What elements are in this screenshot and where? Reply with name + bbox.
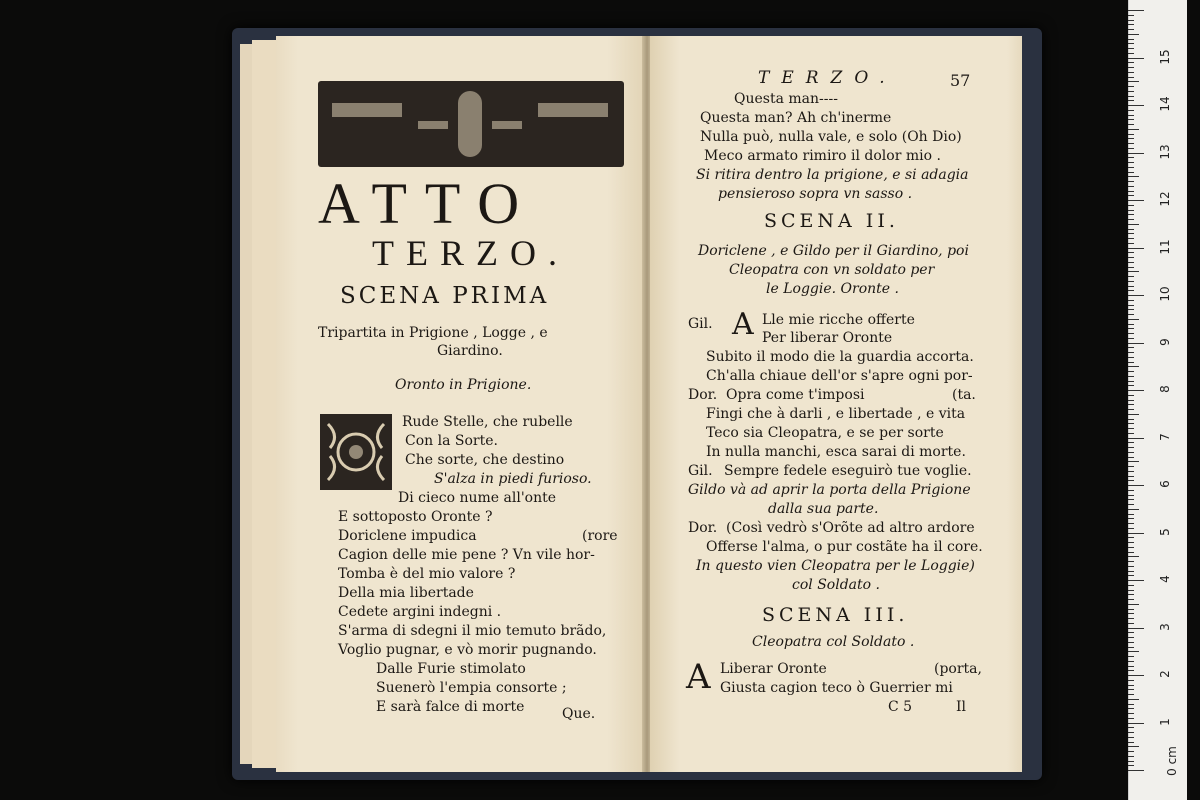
ruler-tick bbox=[1128, 428, 1134, 429]
stage-direction: pensieroso sopra vn sasso . bbox=[718, 186, 913, 202]
ruler-tick bbox=[1128, 599, 1134, 600]
verse-line: Liberar Oronte bbox=[720, 661, 827, 677]
ruler-tick bbox=[1128, 77, 1134, 78]
ruler-tick bbox=[1128, 100, 1134, 101]
ruler-tick bbox=[1128, 376, 1134, 377]
ruler-tick bbox=[1128, 267, 1134, 268]
verse-line: Doriclene impudica bbox=[338, 528, 477, 544]
running-head: TERZO. bbox=[758, 68, 897, 88]
ruler-label: 11 bbox=[1158, 238, 1172, 255]
ruler-tick bbox=[1128, 457, 1134, 458]
ruler-tick bbox=[1128, 67, 1134, 68]
ruler-tick bbox=[1128, 366, 1139, 367]
ruler-tick bbox=[1128, 176, 1139, 177]
ruler-tick bbox=[1128, 680, 1134, 681]
ruler-tick bbox=[1128, 34, 1139, 35]
ruler-tick bbox=[1128, 357, 1134, 358]
ruler-tick bbox=[1128, 552, 1134, 553]
catchword: Que. bbox=[562, 706, 596, 722]
stage-direction: S'alza in piedi furioso. bbox=[434, 471, 592, 487]
ruler-tick bbox=[1128, 623, 1134, 624]
stage-direction: Doriclene , e Gildo per il Giardino, poi bbox=[698, 243, 969, 259]
ruler-label: 3 bbox=[1158, 622, 1172, 631]
verse-line: Nulla può, nulla vale, e solo (Oh Dio) bbox=[700, 129, 962, 145]
ruler-tick bbox=[1128, 628, 1144, 629]
stage-direction: Si ritira dentro la prigione, e si adagia bbox=[696, 167, 969, 183]
ruler-tick bbox=[1128, 590, 1134, 591]
verse-line: Questa man? Ah ch'inerme bbox=[700, 110, 892, 126]
ruler-tick bbox=[1128, 537, 1134, 538]
stage-direction: In questo vien Cleopatra per le Loggie) bbox=[696, 558, 975, 574]
ruler-tick bbox=[1128, 319, 1139, 320]
ruler-label: 13 bbox=[1158, 143, 1172, 160]
ruler-tick bbox=[1128, 210, 1134, 211]
ruler-tick bbox=[1128, 423, 1134, 424]
ruler-tick bbox=[1128, 305, 1134, 306]
act-heading: ATTO bbox=[318, 171, 538, 236]
ruler-tick bbox=[1128, 385, 1134, 386]
ruler-tick bbox=[1128, 438, 1144, 439]
ruler-tick bbox=[1128, 575, 1134, 576]
ruler-tick bbox=[1128, 10, 1144, 11]
ruler-tick bbox=[1128, 362, 1134, 363]
ruler-tick bbox=[1128, 15, 1134, 16]
ruler-tick bbox=[1128, 404, 1134, 405]
ruler-tick bbox=[1128, 172, 1134, 173]
signature-mark: C 5 bbox=[888, 699, 913, 715]
ruler-tick bbox=[1128, 727, 1134, 728]
verse-line: E sarà falce di morte bbox=[376, 699, 525, 715]
ruler-tick bbox=[1128, 300, 1134, 301]
ruler-tick bbox=[1128, 167, 1134, 168]
stage-direction: col Soldato . bbox=[792, 577, 880, 593]
ruler-tick bbox=[1128, 495, 1134, 496]
ruler-tick bbox=[1128, 224, 1139, 225]
verse-line: S'arma di sdegni il mio temuto brãdo, bbox=[338, 623, 607, 639]
ruler-tick bbox=[1128, 381, 1134, 382]
ruler-tick bbox=[1128, 533, 1144, 534]
ruler-label: 2 bbox=[1158, 670, 1172, 678]
ruler-tick bbox=[1128, 191, 1134, 192]
ruler-tick bbox=[1128, 115, 1134, 116]
stage-direction: dalla sua parte. bbox=[768, 501, 879, 517]
ruler-tick bbox=[1128, 547, 1134, 548]
ruler-tick bbox=[1128, 290, 1134, 291]
ruler-tick bbox=[1128, 613, 1134, 614]
stage-direction: Cleopatra col Soldato . bbox=[752, 634, 915, 650]
ruler-tick bbox=[1128, 286, 1134, 287]
verse-line: Questa man---- bbox=[734, 91, 838, 107]
ruler-tick bbox=[1128, 352, 1134, 353]
ruler-tick bbox=[1128, 732, 1134, 733]
ruler-tick bbox=[1128, 523, 1134, 524]
ruler-tick bbox=[1128, 162, 1134, 163]
scene-title: SCENA PRIMA bbox=[340, 283, 550, 309]
ruler-tick bbox=[1128, 647, 1134, 648]
ruler-tick bbox=[1128, 704, 1134, 705]
ruler-tick bbox=[1128, 504, 1134, 505]
ruler-tick bbox=[1128, 561, 1134, 562]
verse-line: Voglio pugnar, e vò morir pugnando. bbox=[338, 642, 597, 658]
verse-line: Offerse l'alma, o pur costãte ha il core. bbox=[706, 539, 983, 555]
ruler-tick bbox=[1128, 271, 1139, 272]
ruler-tick bbox=[1128, 148, 1134, 149]
verse-line: Rude Stelle, che rubelle bbox=[402, 414, 573, 430]
verse-line: Subito il modo die la guardia accorta. bbox=[706, 349, 974, 365]
ruler-label: 7 bbox=[1158, 432, 1172, 441]
ruler-tick bbox=[1128, 518, 1134, 519]
ruler-tick bbox=[1128, 414, 1139, 415]
verse-line: Con la Sorte. bbox=[405, 433, 498, 449]
verse-line: Ch'alla chiaue dell'or s'apre ogni por- bbox=[706, 368, 973, 384]
ruler-tick bbox=[1128, 490, 1134, 491]
verse-line: Dalle Furie stimolato bbox=[376, 661, 526, 677]
verse-line: Giusta cagion teco ò Guerrier mi bbox=[720, 680, 953, 696]
ruler-tick bbox=[1128, 309, 1134, 310]
ruler-label: 5 bbox=[1158, 527, 1172, 536]
setting-line: Giardino. bbox=[437, 343, 503, 359]
ruler-tick bbox=[1128, 248, 1144, 249]
decorated-initial bbox=[320, 414, 392, 490]
verse-line: Sempre fedele eseguirò tue voglie. bbox=[724, 463, 972, 479]
verse-tail: (porta, bbox=[934, 661, 982, 677]
ruler-tick bbox=[1128, 637, 1134, 638]
ruler-tick bbox=[1128, 257, 1134, 258]
ruler-tick bbox=[1128, 765, 1134, 766]
ruler-tick bbox=[1128, 48, 1134, 49]
ruler-tick bbox=[1128, 200, 1144, 201]
ruler-tick bbox=[1128, 371, 1134, 372]
speaker-label: Gil. bbox=[688, 463, 713, 479]
ruler-tick bbox=[1128, 143, 1134, 144]
ruler-tick bbox=[1128, 119, 1134, 120]
ruler-tick bbox=[1128, 571, 1134, 572]
drop-initial: A bbox=[686, 657, 711, 697]
ruler-tick bbox=[1128, 181, 1134, 182]
ruler-tick bbox=[1128, 746, 1139, 747]
ruler-tick bbox=[1128, 675, 1144, 676]
drop-initial: A bbox=[732, 307, 754, 342]
stage-direction: Gildo và ad aprir la porta della Prigione bbox=[688, 482, 971, 498]
verse-line: E sottoposto Oronte ? bbox=[338, 509, 493, 525]
ruler-tick bbox=[1128, 96, 1134, 97]
ruler-tick bbox=[1128, 756, 1134, 757]
ruler-tick bbox=[1128, 466, 1134, 467]
ruler-tick bbox=[1128, 295, 1144, 296]
page-number: 57 bbox=[950, 71, 971, 90]
ruler-tick bbox=[1128, 347, 1134, 348]
stage-direction: le Loggie. Oronte . bbox=[766, 281, 899, 297]
ruler-tick bbox=[1128, 390, 1144, 391]
speaker-label: Dor. bbox=[688, 520, 718, 536]
ruler-tick bbox=[1128, 328, 1134, 329]
ruler-tick bbox=[1128, 585, 1134, 586]
ruler-label: 8 bbox=[1158, 385, 1172, 393]
stage-direction: Oronto in Prigione. bbox=[395, 377, 532, 393]
verse-line: Per liberar Oronte bbox=[762, 330, 893, 346]
catchword: Il bbox=[956, 699, 967, 715]
ruler-tick bbox=[1128, 205, 1134, 206]
ruler-tick bbox=[1128, 134, 1134, 135]
page-stack-edge bbox=[252, 40, 279, 768]
setting-line: Tripartita in Prigione , Logge , e bbox=[318, 325, 548, 341]
ruler-label: 6 bbox=[1158, 480, 1172, 488]
ruler-tick bbox=[1128, 651, 1139, 652]
ruler-tick bbox=[1128, 580, 1144, 581]
ruler-tick bbox=[1128, 243, 1134, 244]
ruler-tick bbox=[1128, 661, 1134, 662]
ruler-tick bbox=[1128, 751, 1134, 752]
ruler-tick bbox=[1128, 20, 1134, 21]
ruler-tick bbox=[1128, 157, 1134, 158]
verse-line: Teco sia Cleopatra, e se per sorte bbox=[706, 425, 944, 441]
ruler-tick bbox=[1128, 566, 1134, 567]
ruler-label: 12 bbox=[1158, 191, 1172, 207]
ruler-label: 0 cm bbox=[1165, 746, 1179, 776]
ruler-tick bbox=[1128, 105, 1144, 106]
ruler-tick bbox=[1128, 91, 1134, 92]
ruler-tick bbox=[1128, 471, 1134, 472]
verse-line: Della mia libertade bbox=[338, 585, 474, 601]
ruler-tick bbox=[1128, 219, 1134, 220]
ruler-tick bbox=[1128, 699, 1139, 700]
ruler-tick bbox=[1128, 129, 1139, 130]
ruler-tick bbox=[1128, 110, 1134, 111]
verse-tail: (ta. bbox=[952, 387, 976, 403]
ruler-tick bbox=[1128, 666, 1134, 667]
ruler-label: 14 bbox=[1158, 96, 1172, 112]
verse-line: (Così vedrò s'Orõte ad altro ardore bbox=[726, 520, 975, 536]
ruler-tick bbox=[1128, 642, 1134, 643]
ruler-tick bbox=[1128, 400, 1134, 401]
ruler-tick bbox=[1128, 604, 1139, 605]
ruler-label: 9 bbox=[1158, 337, 1172, 346]
ruler-tick bbox=[1128, 24, 1134, 25]
ruler-tick bbox=[1128, 499, 1134, 500]
verse-line: Cagion delle mie pene ? Vn vile hor- bbox=[338, 547, 595, 563]
ruler-tick bbox=[1128, 39, 1134, 40]
ruler-tick bbox=[1128, 419, 1134, 420]
ruler-tick bbox=[1128, 262, 1134, 263]
ruler-tick bbox=[1128, 214, 1134, 215]
ruler-tick bbox=[1128, 281, 1134, 282]
ruler-tick bbox=[1128, 452, 1134, 453]
act-subheading: TERZO. bbox=[372, 233, 569, 273]
ruler-tick bbox=[1128, 742, 1134, 743]
ruler-tick bbox=[1128, 395, 1134, 396]
ruler-tick bbox=[1128, 461, 1139, 462]
ruler-tick bbox=[1128, 528, 1134, 529]
ruler-tick bbox=[1128, 276, 1134, 277]
ruler-tick bbox=[1128, 324, 1134, 325]
woodcut-ornament bbox=[318, 81, 624, 167]
ruler-tick bbox=[1128, 447, 1134, 448]
ruler-tick bbox=[1128, 618, 1134, 619]
ruler-tick bbox=[1128, 594, 1134, 595]
ruler-tick bbox=[1128, 58, 1144, 59]
ruler-tick bbox=[1128, 656, 1134, 657]
verse-line: Fingi che à darli , e libertade , e vita bbox=[706, 406, 966, 422]
verse-line: Cedete argini indegni . bbox=[338, 604, 502, 620]
scene-title: SCENA III. bbox=[762, 604, 909, 626]
ruler-label: 4 bbox=[1158, 575, 1172, 583]
verse-tail: (rore bbox=[582, 528, 618, 544]
verse-line: Lle mie ricche offerte bbox=[762, 312, 915, 328]
ruler-tick bbox=[1128, 433, 1134, 434]
ruler-tick bbox=[1128, 29, 1134, 30]
ruler-tick bbox=[1128, 43, 1134, 44]
ruler-tick bbox=[1128, 514, 1134, 515]
ruler-tick bbox=[1128, 81, 1139, 82]
ruler-tick bbox=[1128, 761, 1134, 762]
ruler-tick bbox=[1128, 689, 1134, 690]
ruler-tick bbox=[1128, 442, 1134, 443]
verse-line: Tomba è del mio valore ? bbox=[338, 566, 516, 582]
ruler-tick bbox=[1128, 480, 1134, 481]
verse-line: Opra come t'imposi bbox=[726, 387, 865, 403]
verse-line: Di cieco nume all'onte bbox=[398, 490, 557, 506]
ruler-tick bbox=[1128, 609, 1134, 610]
ruler-tick bbox=[1128, 333, 1134, 334]
stage-direction: Cleopatra con vn soldato per bbox=[729, 262, 935, 278]
ruler-tick bbox=[1128, 186, 1134, 187]
ruler-tick bbox=[1128, 252, 1134, 253]
speaker-label: Gil. bbox=[688, 316, 713, 332]
verse-line: Suenerò l'empia consorte ; bbox=[376, 680, 567, 696]
ruler-tick bbox=[1128, 708, 1134, 709]
ruler-tick bbox=[1128, 556, 1139, 557]
ruler-tick bbox=[1128, 770, 1144, 771]
ruler-label: 15 bbox=[1158, 48, 1172, 65]
ruler-tick bbox=[1128, 314, 1134, 315]
ruler-tick bbox=[1128, 338, 1134, 339]
ruler-tick bbox=[1128, 72, 1134, 73]
ruler-tick bbox=[1128, 737, 1134, 738]
ruler-tick bbox=[1128, 476, 1134, 477]
ruler-tick bbox=[1128, 138, 1134, 139]
scene-title: SCENA II. bbox=[764, 210, 899, 232]
ruler-tick bbox=[1128, 542, 1134, 543]
ruler-tick bbox=[1128, 233, 1134, 234]
ruler-tick bbox=[1128, 153, 1144, 154]
ruler-tick bbox=[1128, 53, 1134, 54]
ruler-tick bbox=[1128, 713, 1134, 714]
verse-line: Che sorte, che destino bbox=[405, 452, 565, 468]
verse-line: In nulla manchi, esca sarai di morte. bbox=[706, 444, 966, 460]
ruler-label: 10 bbox=[1158, 286, 1172, 302]
ruler-tick bbox=[1128, 485, 1144, 486]
ruler-label: 1 bbox=[1158, 717, 1172, 726]
speaker-label: Dor. bbox=[688, 387, 718, 403]
ruler-tick bbox=[1128, 195, 1134, 196]
ruler-tick bbox=[1128, 670, 1134, 671]
ruler-tick bbox=[1128, 62, 1134, 63]
ruler-tick bbox=[1128, 723, 1144, 724]
verse-line: Meco armato rimiro il dolor mio . bbox=[704, 148, 941, 164]
floral-ornament-icon bbox=[320, 414, 392, 490]
ruler-tick bbox=[1128, 86, 1134, 87]
ruler-tick bbox=[1128, 685, 1134, 686]
ruler-tick bbox=[1128, 229, 1134, 230]
ruler-tick bbox=[1128, 632, 1134, 633]
ruler-tick bbox=[1128, 238, 1134, 239]
ruler-tick bbox=[1128, 124, 1134, 125]
ruler-tick bbox=[1128, 409, 1134, 410]
ruler-tick bbox=[1128, 343, 1144, 344]
ruler-tick bbox=[1128, 694, 1134, 695]
ruler-tick bbox=[1128, 509, 1139, 510]
ruler-tick bbox=[1128, 718, 1134, 719]
